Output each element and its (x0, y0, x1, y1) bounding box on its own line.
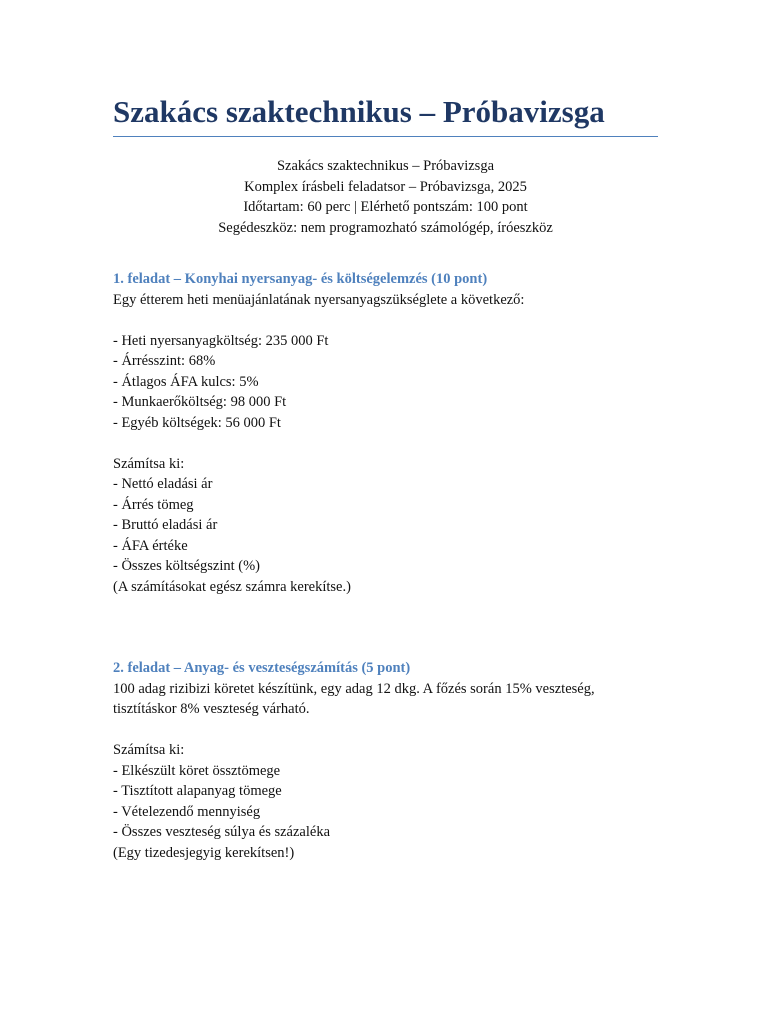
task-1-calc-item: - Nettó eladási ár (113, 476, 213, 492)
task-1-given-item: - Egyéb költségek: 56 000 Ft (113, 414, 281, 431)
task-1-intro: Egy étterem heti menüajánlatának nyersanyagszükséglete a következő: (113, 291, 525, 308)
task-2-section (113, 658, 658, 863)
blank-line (113, 433, 658, 454)
exam-header-line: Segédeszköz: nem programozható számológép, íróeszköz (218, 219, 553, 236)
task-1-calc-title: Számítsa ki: (113, 455, 185, 472)
exam-header-line: Időtartam: 60 perc | Elérhető pontszám: 100 pont (243, 199, 528, 215)
task-1-given-item: - Árrésszint: 68% (113, 353, 216, 369)
document-page (113, 92, 658, 863)
task-2-calc-item: - Tisztított alapanyag tömege (113, 783, 282, 799)
blank-line (113, 310, 658, 331)
document-title: Szakács szaktechnikus – Próbavizsga (113, 92, 658, 137)
task-2-intro-line: 100 adag rizibizi köretet készítünk, egy adag 12 dkg. A főzés során 15% veszteség, (113, 680, 595, 697)
task-1-given-item: - Heti nyersanyagköltség: 235 000 Ft (113, 332, 329, 349)
task-1-calc-item: - Árrés tömeg (113, 496, 194, 513)
task-1-given-item: - Átlagos ÁFA kulcs: 5% (113, 373, 259, 390)
blank-line (113, 720, 658, 741)
task-1-calc-item: - Bruttó eladási ár (113, 517, 218, 533)
task-1-heading: 1. feladat – Konyhai nyersanyag- és költségelemzés (10 pont) (113, 271, 488, 287)
task-1-calc-item: - Összes költségszint (%) (113, 558, 260, 574)
task-1-note: (A számításokat egész számra kerekítse.) (113, 578, 351, 595)
task-1-section (113, 269, 658, 597)
task-2-intro-line: tisztításkor 8% veszteség várható. (113, 701, 310, 717)
exam-header-block (113, 156, 658, 238)
task-2-calc-title: Számítsa ki: (113, 742, 185, 758)
task-2-calc-item: - Összes veszteség súlya és százaléka (113, 824, 331, 840)
exam-header-line: Szakács szaktechnikus – Próbavizsga (276, 158, 495, 174)
task-1-calc-item: - ÁFA értéke (113, 537, 188, 554)
task-2-note: (Egy tizedesjegyig kerekítsen!) (113, 844, 295, 861)
task-2-calc-item: - Elkészült köret össztömege (113, 762, 281, 779)
task-1-given-item: - Munkaerőköltség: 98 000 Ft (113, 394, 287, 410)
task-2-heading: 2. feladat – Anyag- és veszteségszámítás (5 pont) (113, 660, 411, 676)
task-2-calc-item: - Vételezendő mennyiség (113, 803, 261, 820)
exam-header-line: Komplex írásbeli feladatsor – Próbavizsga, 2025 (244, 178, 527, 195)
